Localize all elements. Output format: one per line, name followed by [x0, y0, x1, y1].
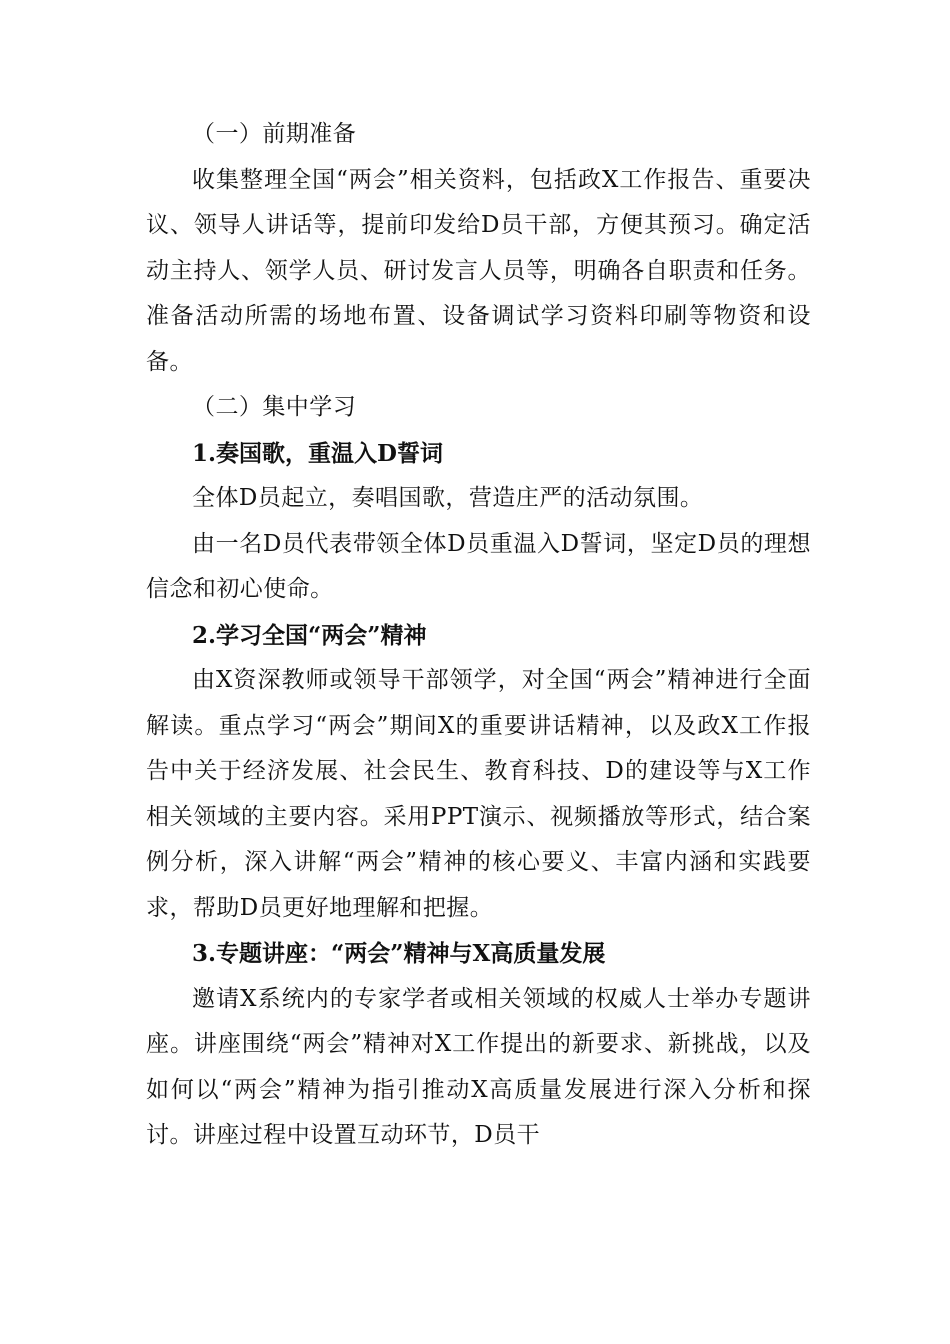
paragraph-lecture: 邀请X系统内的专家学者或相关领域的权威人士举办专题讲座。讲座围绕“两会”精神对X工作提出的新要求、新挑战，以及如何以“两会”精神为指引推动X高质量发展进行深入分析和探讨。讲座过程中设置互动环节，D员干 — [146, 985, 811, 1148]
document-body — [146, 112, 811, 1159]
paragraph-study-spirit: 由X资深教师或领导干部领学，对全国“两会”精神进行全面解读。重点学习“两会”期间X的重要讲话精神，以及政X工作报告中关于经济发展、社会民生、教育科技、D的建设等与X工作相关领域的主要内容。采用PPT演示、视频播放等形式，结合案例分析，深入讲解“两会”精神的核心要义、丰富内涵和实践要求，帮助D员更好地理解和把握。 — [146, 667, 811, 921]
heading-lecture: 3.专题讲座：“两会”精神与X高质量发展 — [192, 940, 606, 967]
heading-study-spirit: 2.学习全国“两会”精神 — [192, 621, 427, 649]
section-title-preparation: （一）前期准备 — [192, 121, 357, 147]
paragraph-preparation: 收集整理全国“两会”相关资料，包括政X工作报告、重要决议、领导人讲话等，提前印发给D员干部，方便其预习。确定活动主持人、领学人员、研讨发言人员等，明确各自职责和任务。准备活动所需的场地布置、设备调试学习资料印刷等物资和设备。 — [146, 166, 811, 375]
section-title-study: （二）集中学习 — [192, 394, 357, 420]
heading-anthem-oath: 1.奏国歌，重温入D誓词 — [192, 439, 443, 467]
paragraph-anthem: 全体D员起立，奏唱国歌，营造庄严的活动氛围。 — [192, 485, 704, 511]
paragraph-oath: 由一名D员代表带领全体D员重温入D誓词，坚定D员的理想信念和初心使命。 — [146, 530, 811, 602]
